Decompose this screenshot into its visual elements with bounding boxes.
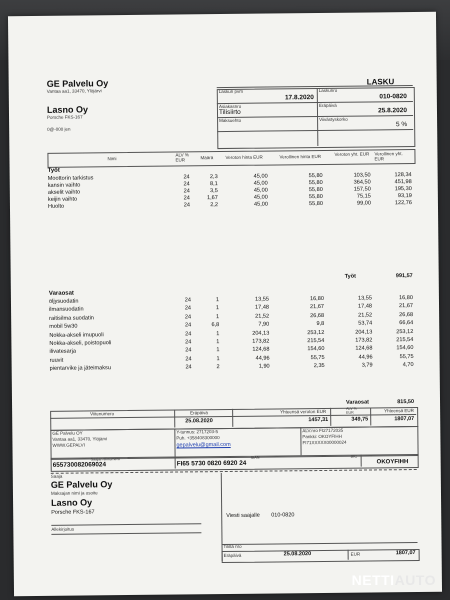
work-cell-vat: 24 <box>183 202 190 209</box>
parts-cell-name: ilivatesarja <box>49 348 76 356</box>
work-cell-total-vat: 451,98 <box>394 179 412 186</box>
work-cell-qty: 8,1 <box>209 181 218 188</box>
parts-cell-unit: 7,90 <box>258 321 270 328</box>
buyer-id: 0@-000 jen <box>47 126 71 132</box>
work-cell-name: kansin vaihto <box>47 182 81 189</box>
invoice-sheet <box>46 76 416 559</box>
parts-cell-unit-vat: 154,60 <box>307 346 325 353</box>
work-cell-qty: 2,2 <box>210 202 218 209</box>
summary-vat: 349,75 <box>351 416 369 423</box>
parts-cell-qty: 1 <box>216 355 220 362</box>
parts-cell-total: 124,68 <box>355 345 373 353</box>
parts-cell-name: Nokka-akseli imupuoli <box>49 331 104 339</box>
work-cell-unit-vat: 55,80 <box>308 193 323 201</box>
invoice-paper <box>8 12 442 596</box>
work-total-label: Työt <box>344 273 356 280</box>
parts-cell-unit-vat: 9,8 <box>316 321 325 328</box>
work-cell-unit-vat: 55,80 <box>308 179 323 187</box>
parts-cell-unit: 44,96 <box>255 355 270 362</box>
slip-amount: 1807,07 <box>395 550 416 557</box>
parts-cell-total-vat: 16,80 <box>398 295 413 302</box>
work-cell-qty: 3,5 <box>210 188 218 195</box>
parts-cell-total-vat: 4,70 <box>402 362 414 369</box>
slip-payer: Lasno Oy <box>51 497 93 508</box>
work-cell-vat: 24 <box>183 188 190 195</box>
summary-due-label: Eräpäivä <box>190 410 208 416</box>
watermark-part-b: AUTO <box>394 572 436 588</box>
work-cell-unit-vat: 55,80 <box>308 200 323 208</box>
slip-reference: 010-0820 <box>271 512 295 519</box>
work-cell-unit: 45,00 <box>253 187 268 194</box>
work-cell-name: akselit vaihto <box>47 189 81 196</box>
col-qty: Määrä <box>200 155 214 161</box>
work-cell-total: 103,50 <box>353 172 371 179</box>
work-cell-total: 99,00 <box>356 200 371 207</box>
buyer-name: Lasno Oy <box>46 104 89 115</box>
parts-cell-total-vat: 66,64 <box>399 320 414 327</box>
work-cell-unit: 45,00 <box>253 194 268 201</box>
watermark-part-a: NETTI <box>351 572 395 588</box>
work-cell-total-vat: 93,19 <box>397 193 412 200</box>
col-unit-vat: Verollinen hinta EUR <box>279 153 322 160</box>
date-label: Laskun pvm <box>218 88 244 95</box>
slip-payee-label: Saaja <box>50 473 63 479</box>
parts-cell-name: öljysuodatin <box>48 298 79 305</box>
parts-cell-total: 53,74 <box>358 320 373 327</box>
parts-cell-name: mobil 5w30 <box>49 323 78 331</box>
summary-reference-label: Viitenumero <box>90 411 115 417</box>
parts-cell-total: 21,52 <box>358 312 373 319</box>
parts-cell-qty: 2 <box>216 364 220 371</box>
work-cell-total: 75,15 <box>356 193 371 200</box>
slip-due-label: Eräpäivä <box>223 552 242 559</box>
parts-cell-unit-vat: 2,35 <box>313 363 325 370</box>
parts-cell-total: 3,79 <box>361 362 373 369</box>
summary-novat-label: Yhteensä veroton EUR <box>280 408 327 415</box>
payment-terms-value: Tilisiirto <box>218 108 241 117</box>
parts-cell-total: 17,48 <box>358 303 373 310</box>
parts-cell-total: 204,13 <box>355 329 373 336</box>
footer-web: WWW.GEPALVI <box>52 442 85 448</box>
parts-cell-vat: 24 <box>184 314 192 321</box>
parts-cell-total-vat: 215,54 <box>396 337 414 344</box>
parts-cell-vat: 24 <box>185 364 192 371</box>
work-cell-total: 364,50 <box>353 179 371 186</box>
parts-cell-qty: 1 <box>216 347 220 354</box>
col-total-vat: Verollinen yht. EUR <box>374 151 403 162</box>
footer-vat-no: ALV.nro FI27172035 <box>302 427 344 434</box>
parts-total-label: Varaosat <box>346 399 370 406</box>
work-cell-total-vat: 122,76 <box>394 200 412 207</box>
parts-cell-unit: 204,13 <box>252 330 270 337</box>
customer-no-label: Asiakasnro <box>218 103 242 110</box>
iban-label: IBAN <box>250 455 260 460</box>
slip-payer-label: Maksajan nimi ja osoite <box>50 490 98 496</box>
parts-cell-total: 13,55 <box>357 295 372 302</box>
seller-name: GE Palvelu Oy <box>46 78 109 89</box>
parts-cell-unit: 1,90 <box>258 363 270 370</box>
footer-phone: Puh. +358408300000 <box>176 435 220 441</box>
parts-cell-qty: 1 <box>215 297 219 304</box>
parts-cell-vat: 24 <box>185 330 192 338</box>
recipient-account-label: Saajan tilinumero <box>90 457 120 462</box>
footer-address: Vantaa aa1, 33470, Ylöjärvi <box>52 436 108 442</box>
invoice-date: 17.8.2020 <box>284 94 314 102</box>
col-name: Nimi <box>107 156 117 162</box>
work-cell-unit: 45,00 <box>253 201 268 208</box>
parts-cell-total-vat: 55,75 <box>399 353 414 360</box>
work-section-title: Työt <box>47 167 60 174</box>
penalty-label: Viivästyskorko <box>319 116 348 123</box>
parts-cell-qty: 1 <box>216 330 220 337</box>
work-cell-vat: 24 <box>183 181 190 188</box>
parts-section-title: Varaosat <box>48 290 74 297</box>
work-cell-qty: 1,67 <box>206 195 218 202</box>
slip-payer-ref: Porsche FKS-167 <box>51 509 95 516</box>
footer-iban-small: FI71XXXXX00000024 <box>302 439 347 446</box>
slip-signature-label: Allekirjoitus <box>51 526 75 532</box>
parts-cell-name: ilmansuodatin <box>49 306 84 314</box>
account-iban: FI65 5730 0820 6920 24 <box>176 459 247 468</box>
parts-cell-total-vat: 154,60 <box>396 345 414 352</box>
parts-cell-vat: 24 <box>185 339 192 346</box>
work-cell-total: 157,50 <box>353 186 371 193</box>
parts-cell-unit-vat: 215,54 <box>307 337 325 345</box>
document-title: LASKU <box>366 77 395 87</box>
work-cell-name: Huolto <box>47 203 65 210</box>
parts-cell-unit-vat: 253,12 <box>307 329 325 336</box>
parts-cell-unit-vat: 55,75 <box>310 354 325 361</box>
parts-cell-qty: 1 <box>216 339 220 346</box>
parts-cell-total: 173,82 <box>355 337 373 344</box>
slip-due: 25.08.2020 <box>283 551 312 558</box>
work-cell-total-vat: 195,30 <box>394 186 412 193</box>
payment-terms-label: Maksuehto <box>219 117 242 124</box>
parts-cell-qty: 1 <box>215 305 220 312</box>
penalty-value: 5 % <box>395 121 408 129</box>
parts-cell-unit-vat: 16,80 <box>309 295 324 303</box>
parts-cell-total-vat: 253,12 <box>396 328 414 335</box>
parts-cell-name: pientarvike ja jäteimaksu <box>49 365 111 373</box>
summary-total: 1807,07 <box>394 416 415 423</box>
parts-cell-total-vat: 26,68 <box>399 311 414 318</box>
col-total-novat: Veroton yht. EUR <box>334 151 370 157</box>
parts-cell-unit: 124,68 <box>252 346 270 354</box>
work-total: 991,57 <box>395 273 413 280</box>
due-date: 25.8.2020 <box>378 107 408 115</box>
parts-cell-name: ruuvit <box>49 357 64 364</box>
parts-cell-vat: 24 <box>184 305 192 312</box>
parts-cell-unit-vat: 26,68 <box>310 312 325 319</box>
parts-cell-vat: 24 <box>184 297 191 304</box>
number-label: Laskunro <box>318 87 338 94</box>
invoice-number: 010-0820 <box>379 93 407 101</box>
work-cell-unit: 45,00 <box>253 180 268 187</box>
account-number: 655730082069024 <box>52 461 107 469</box>
parts-cell-qty: 1 <box>215 313 220 320</box>
parts-cell-qty: 6,8 <box>211 322 220 329</box>
summary-novat: 1457,31 <box>308 416 329 424</box>
slip-eur-label: EUR <box>350 551 361 557</box>
summary-vat-label: ALV % EUR <box>346 406 357 415</box>
footer-company: GE Palvelu OY <box>52 430 83 436</box>
parts-cell-unit: 13,55 <box>254 296 269 303</box>
buyer-reference: Porsche FKS-167 <box>47 114 83 120</box>
work-cell-unit-vat: 55,80 <box>308 172 323 180</box>
bic-label: BIC <box>350 454 357 459</box>
parts-cell-name: raitisilma suodatin <box>49 315 94 322</box>
parts-cell-vat: 24 <box>185 356 192 363</box>
work-cell-vat: 24 <box>183 195 190 202</box>
parts-cell-unit-vat: 21,67 <box>310 304 325 311</box>
footer-business-id: Y-tunnus: 2717203-5 <box>176 429 218 435</box>
due-label: Eräpäivä <box>318 102 337 109</box>
summary-due: 25.08.2020 <box>185 418 213 425</box>
parts-cell-name: Nokka-akseli, poistopuoli <box>49 340 112 347</box>
work-cell-name: keijin vaihto <box>47 196 78 203</box>
parts-total: 815,50 <box>397 399 415 406</box>
work-cell-vat: 24 <box>183 174 190 181</box>
col-unit-novat: Veroton hinta EUR <box>225 154 263 160</box>
work-cell-unit-vat: 55,80 <box>308 186 323 194</box>
parts-cell-unit: 173,82 <box>252 338 270 345</box>
parts-cell-total: 44,96 <box>358 354 373 361</box>
footer-bank: Pankki: OKOYFIHH <box>302 433 342 440</box>
parts-cell-total-vat: 21,67 <box>399 303 414 310</box>
slip-account-label: Tililtä nro <box>223 543 242 550</box>
parts-cell-unit: 17,48 <box>255 304 270 312</box>
account-bic: OKOYFIHH <box>376 459 409 466</box>
work-cell-name: Moottorin tarkistus <box>47 175 94 182</box>
parts-cell-unit: 21,52 <box>255 313 270 320</box>
parts-cell-vat: 24 <box>185 347 192 354</box>
footer-email-link[interactable]: gepalvelu@gmail.com <box>176 441 231 449</box>
slip-payee: GE Palvelu Oy <box>50 479 113 490</box>
slip-message-label: Viesti saajalle <box>226 512 260 519</box>
summary-total-label: Yhteensä EUR <box>384 408 414 414</box>
parts-cell-vat: 24 <box>184 322 192 329</box>
work-cell-total-vat: 128,34 <box>394 172 412 179</box>
nettiauto-watermark <box>352 572 436 588</box>
work-cell-qty: 2,3 <box>209 174 218 181</box>
col-vat: ALV % EUR <box>175 152 189 163</box>
work-cell-unit: 45,00 <box>253 173 268 180</box>
seller-address: Vantaa aa1, 33470, Ylöjärvi <box>46 88 102 94</box>
